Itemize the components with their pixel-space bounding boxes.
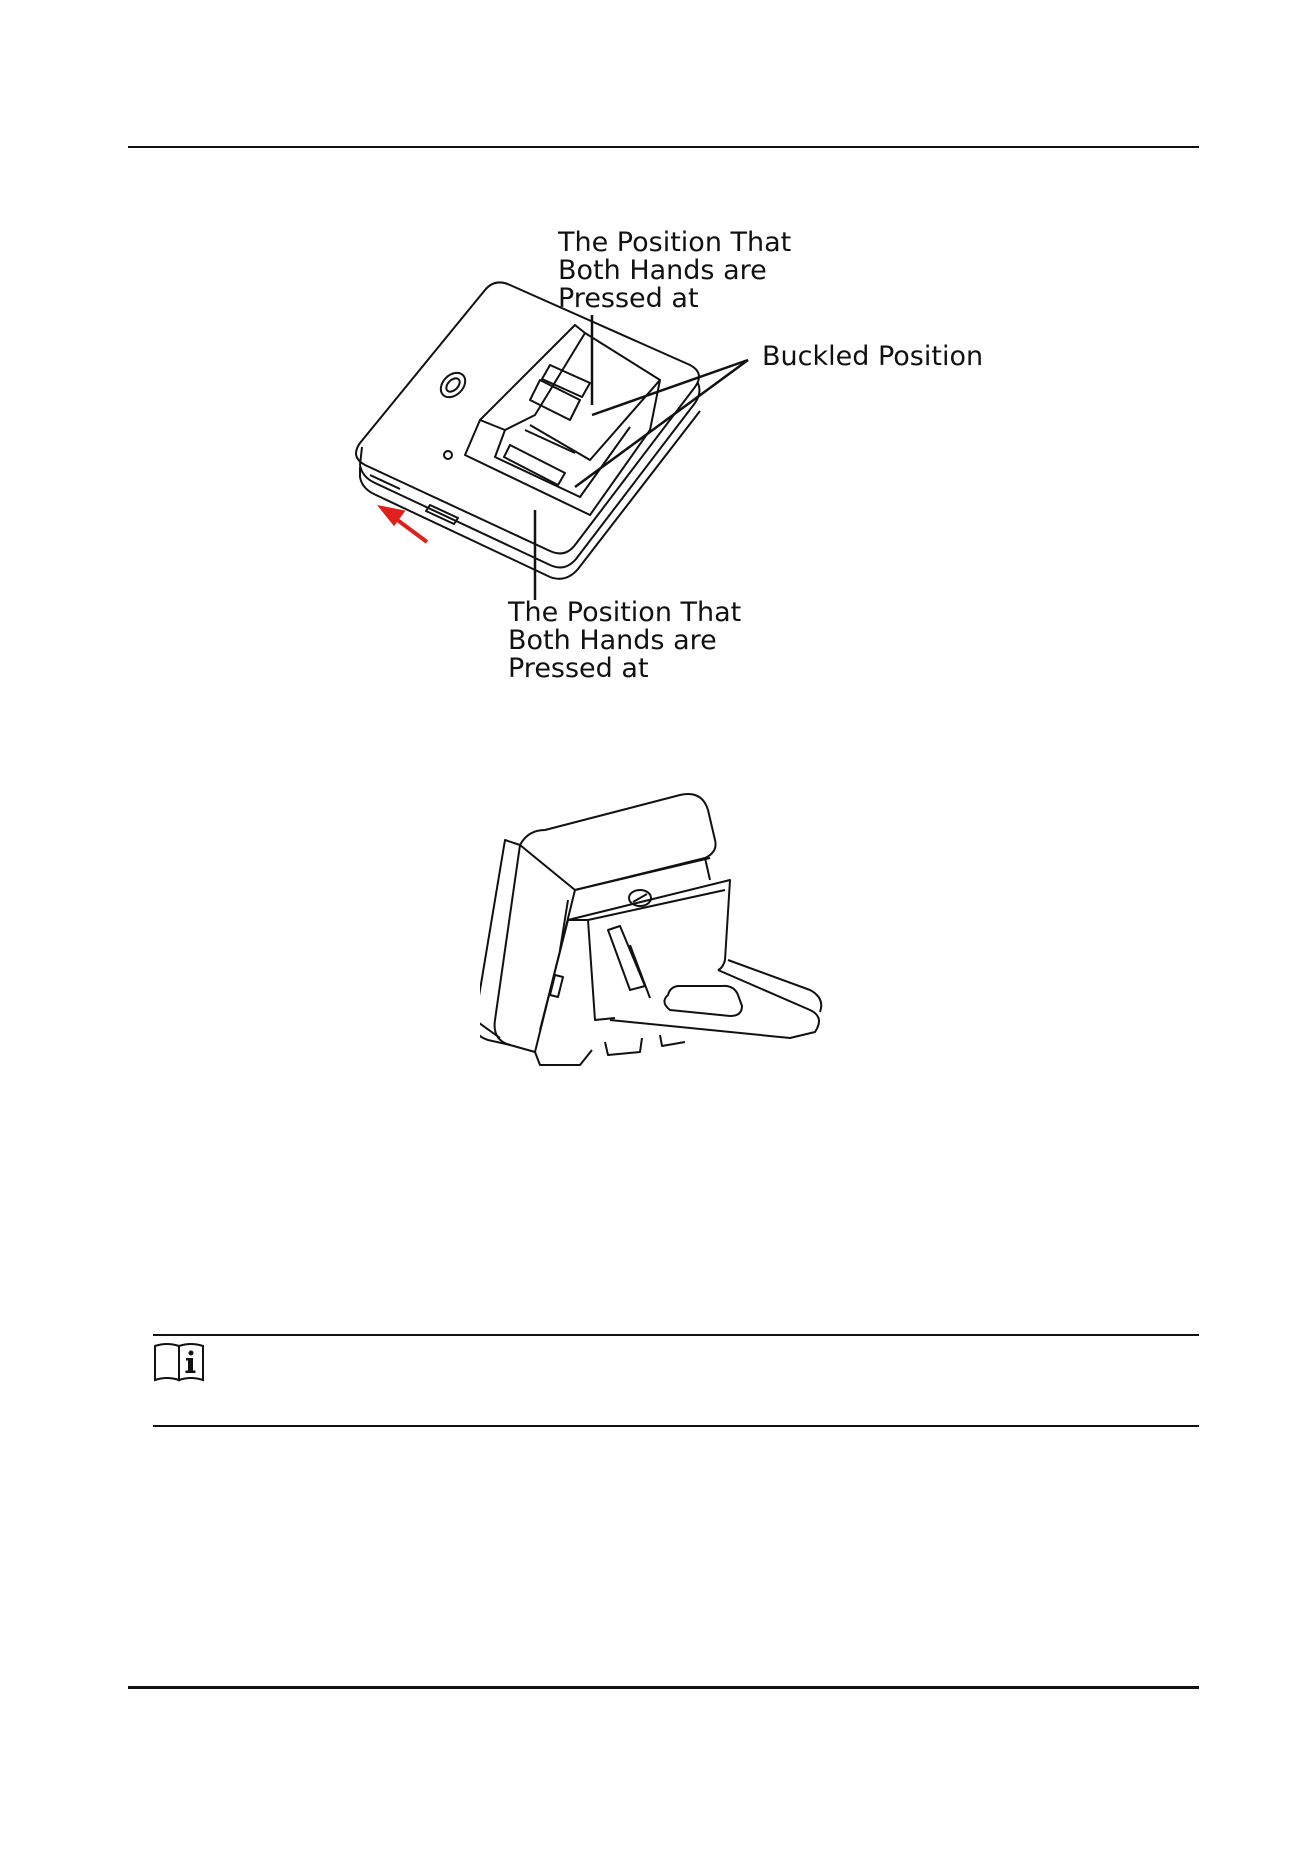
label-top-line-3: Pressed at	[558, 283, 699, 314]
label-hands-pressed-bottom	[507, 597, 750, 684]
label-top-line-2: Both Hands are	[558, 255, 767, 286]
label-top-line-1: The Position That	[558, 227, 792, 258]
label-bottom-line-2: Both Hands are	[508, 625, 717, 656]
note-top-rule	[153, 1334, 1199, 1336]
device-on-bracket-figure	[480, 780, 840, 1100]
bracket-install-figure	[330, 215, 1030, 695]
footer-rule	[128, 1686, 1199, 1689]
header-rule	[128, 146, 1199, 148]
note-bottom-rule	[153, 1425, 1199, 1427]
note-book-icon	[153, 1342, 207, 1382]
label-hands-pressed-top	[557, 227, 800, 314]
label-bottom-line-1: The Position That	[508, 597, 742, 628]
label-bottom-line-3: Pressed at	[508, 653, 649, 684]
label-buckled-position: Buckled Position	[762, 341, 984, 372]
